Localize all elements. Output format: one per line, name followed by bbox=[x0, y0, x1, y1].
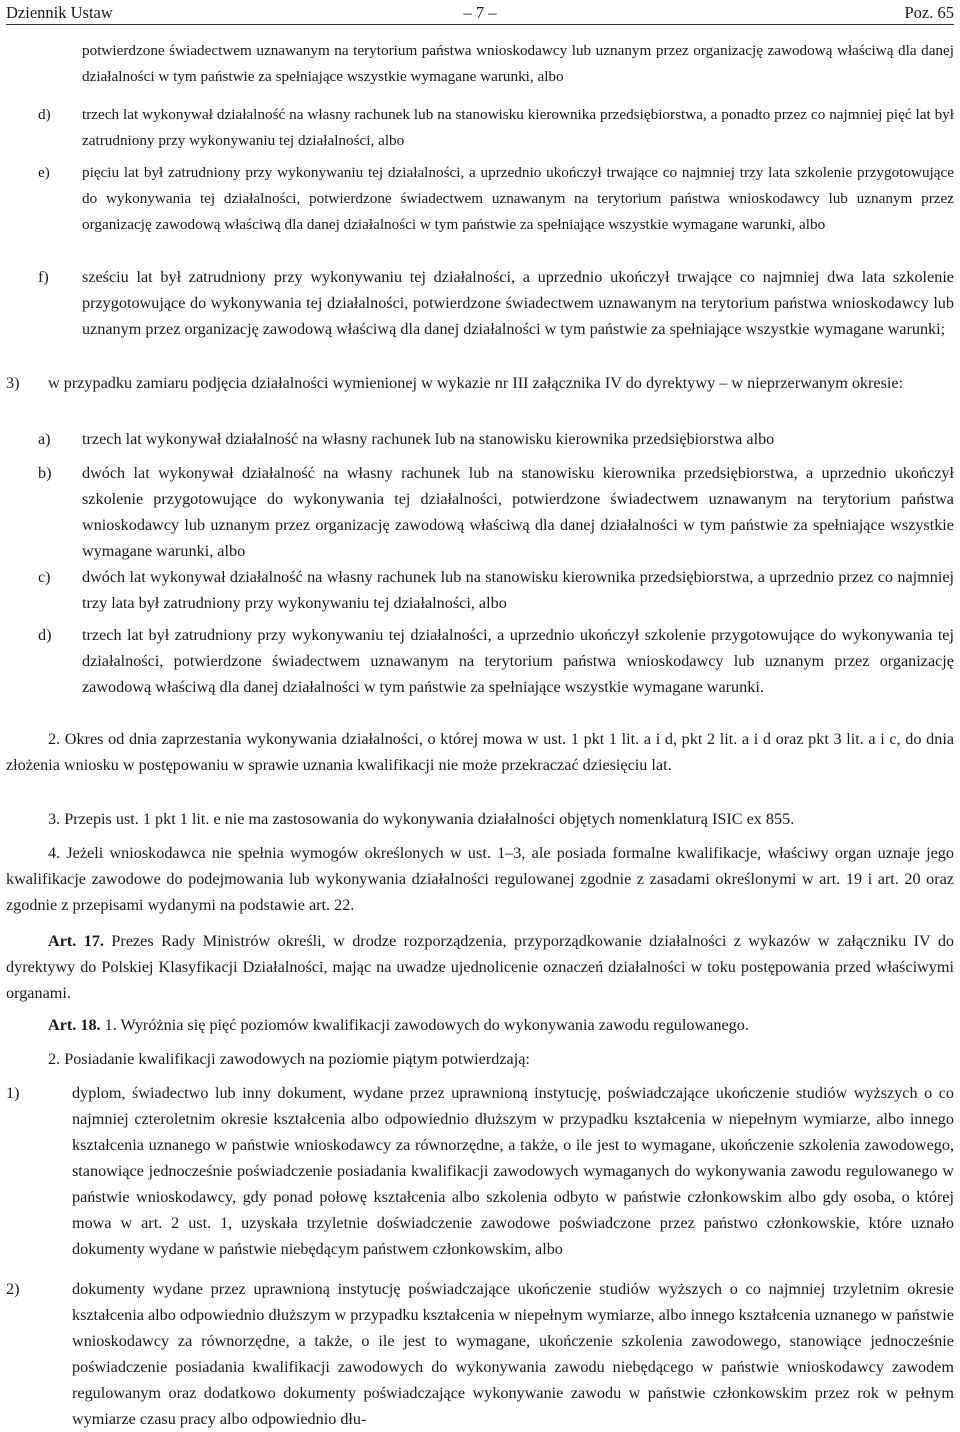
item-marker: c) bbox=[38, 568, 51, 586]
article-text: 1. Wyróżnia się pięć poziomów kwalifikacji zawodowych do wykonywania zawodu regulowanego. bbox=[104, 1016, 749, 1034]
header-rule bbox=[6, 24, 954, 25]
item-marker: a) bbox=[38, 430, 51, 448]
item-marker: d) bbox=[38, 626, 52, 644]
item-marker: b) bbox=[38, 464, 52, 482]
item-text: dyplom, świadectwo lub inny dokument, wydane przez uprawnioną instytucję, poświadczające ukończenie studiów wyższych o co najmniej czteroletnim okresie kształcenia albo odpowiednio dłuższym w przypadku kształcenia w niepełnym wymiarze, albo innego kształcenia uznanego w państwie wnioskodawcy za równorzędne, a także, o ile jest to wymagane, ukończenie szkolenia zawodowego, stanowiące jednocześnie poświadczenie posiadania kwalifikacji zawodowych wymaganych do wykonywania zawodu regulowanego w państwie wnioskodawcy, gdy ponad połowę kształcenia albo szkolenia odbyto w państwie członkowskim albo gdy osoba, o której mowa w art. 2 ust. 1, uzyskała trzyletnie doświadczenie zawodowe poświadczone przez państwo członkowskie, które uznało dokumenty wydane w państwie niebędącym państwem członkowskim, albo bbox=[72, 1084, 954, 1258]
paragraph-ust-3: 3. Przepis ust. 1 pkt 1 lit. e nie ma zastosowania do wykonywania działalności objętych nomenklaturą ISIC ex 855. bbox=[48, 810, 795, 828]
item-text: sześciu lat był zatrudniony przy wykonywaniu tej działalności, a uprzednio ukończył trwające co najmniej dwa lata szkolenie przygotowujące do wykonywania tej działalności, potwierdzone świadectwem uznawanym na terytorium państwa wnioskodawcy lub uznanym przez organizację zawodową właściwą dla danej działalności w tym państwie za spełniające wszystkie wymagane warunki; bbox=[82, 268, 954, 338]
list-item bbox=[38, 622, 954, 700]
item-text: trzech lat był zatrudniony przy wykonywaniu tej działalności, a uprzednio ukończył szkolenie przygotowujące do wykonywania tej działalności, potwierdzone świadectwem uznawanym na terytorium państwa wnioskodawcy lub uznanym przez organizację zawodową właściwą dla danej działalności w tym państwie za spełniające wszystkie wymagane warunki. bbox=[82, 626, 954, 696]
continued-paragraph: potwierdzone świadectwem uznawanym na terytorium państwa wnioskodawcy lub uznanym przez organizację zawodową właściwą dla danej działalności w tym państwie za spełniające wszystkie wymagane warunki, albo bbox=[82, 42, 954, 85]
list-item bbox=[6, 370, 954, 396]
article-17 bbox=[6, 928, 954, 1006]
page-header bbox=[0, 0, 960, 26]
list-item bbox=[38, 460, 954, 564]
list-item bbox=[38, 426, 954, 452]
list-item bbox=[6, 1080, 954, 1262]
list-item bbox=[38, 564, 954, 616]
journal-title: Dziennik Ustaw bbox=[6, 3, 113, 22]
item-marker: 3) bbox=[6, 374, 20, 392]
paragraph-ust-4: 4. Jeżeli wnioskodawca nie spełnia wymogów określonych w ust. 1–3, ale posiada formalne kwalifikacje, właściwy organ uznaje jego kwalifikacje zawodowe do podejmowania lub wykonywania działalności regulowanej zgodnie z zasadami określonymi w art. 19 i art. 20 oraz zgodnie z przepisami wydanymi na podstawie art. 22. bbox=[6, 844, 954, 914]
item-marker: d) bbox=[38, 106, 51, 123]
article-text: Prezes Rady Ministrów określi, w drodze rozporządzenia, przyporządkowanie działalności z wykazów w załączniku IV do dyrektywy do Polskiej Klasyfikacji Działalności, mając na uwadze ujednolicenie oznaczeń działalności w toku postępowania przed właściwymi organami. bbox=[6, 932, 955, 1002]
list-item bbox=[6, 1276, 954, 1432]
item-text: trzech lat wykonywał działalność na własny rachunek lub na stanowisku kierownika przedsiębiorstwa albo bbox=[82, 430, 775, 448]
item-text: dwóch lat wykonywał działalność na własny rachunek lub na stanowisku kierownika przedsiębiorstwa, a uprzednio ukończył szkolenie przygotowujące do wykonywania tej działalności, potwierdzone świadectwem uznawanym na terytorium państwa wnioskodawcy lub uznanym przez organizację zawodową właściwą dla danej działalności w tym państwie za spełniające wszystkie wymagane warunki, albo bbox=[82, 464, 954, 560]
item-marker: 1) bbox=[6, 1084, 20, 1102]
item-text: dokumenty wydane przez uprawnioną instytucję poświadczające ukończenie studiów wyższych o co najmniej trzyletnim okresie kształcenia albo odpowiednio dłuższym w przypadku kształcenia w niepełnym wymiarze, albo innego kształcenia uznanego w państwie wnioskodawcy za równorzędne, a także, o ile jest to wymagane, ukończenie szkolenia zawodowego, stanowiące jednocześnie poświadczenie posiadania kwalifikacji zawodowych do wykonywania zawodu niebędącego w państwie wnioskodawcy zawodem regulowanym oraz dodatkowo dokumenty poświadczające wykonywanie zawodu w państwie członkowskim przez rok w pełnym wymiarze czasu pracy albo odpowiednio dłu- bbox=[72, 1280, 954, 1428]
list-item bbox=[38, 102, 954, 154]
article-label: Art. 18. bbox=[48, 1016, 101, 1034]
list-item bbox=[38, 264, 954, 342]
paragraph-ust-2: 2. Okres od dnia zaprzestania wykonywania działalności, o której mowa w ust. 1 pkt 1 lit. a i d, pkt 2 lit. a i d oraz pkt 3 lit. a i c, do dnia złożenia wniosku w postępowaniu w sprawie uznania kwalifikacji nie może przekraczać dziesięciu lat. bbox=[6, 730, 954, 774]
article-18 bbox=[6, 1012, 954, 1038]
item-marker: e) bbox=[38, 164, 50, 181]
item-marker: f) bbox=[38, 268, 49, 286]
item-text: trzech lat wykonywał działalność na własny rachunek lub na stanowisku kierownika przedsiębiorstwa, a ponadto przez co najmniej pięć lat był zatrudniony przy wykonywaniu tej działalności, albo bbox=[82, 106, 954, 149]
page-number: – 7 – bbox=[463, 3, 497, 22]
item-text: pięciu lat był zatrudniony przy wykonywaniu tej działalności, a uprzednio ukończył trwające co najmniej trzy lata szkolenie przygotowujące do wykonywania tej działalności, potwierdzone świadectwem uznawanym na terytorium państwa wnioskodawcy lub uznanym przez organizację zawodową właściwą dla danej działalności w tym państwie za spełniające wszystkie wymagane warunki, albo bbox=[82, 164, 954, 233]
item-text: dwóch lat wykonywał działalność na własny rachunek lub na stanowisku kierownika przedsiębiorstwa, a uprzednio przez co najmniej trzy lata był zatrudniony przy wykonywaniu tej działalności, albo bbox=[82, 568, 954, 612]
list-item bbox=[38, 160, 954, 238]
position-number: Poz. 65 bbox=[904, 3, 954, 22]
item-marker: 2) bbox=[6, 1280, 20, 1298]
article-18-ust-2: 2. Posiadanie kwalifikacji zawodowych na poziomie piątym potwierdzają: bbox=[48, 1050, 530, 1068]
article-label: Art. 17. bbox=[48, 932, 104, 950]
item-text: w przypadku zamiaru podjęcia działalności wymienionej w wykazie nr III załącznika IV do dyrektywy – w nieprzerwanym okresie: bbox=[48, 374, 904, 392]
